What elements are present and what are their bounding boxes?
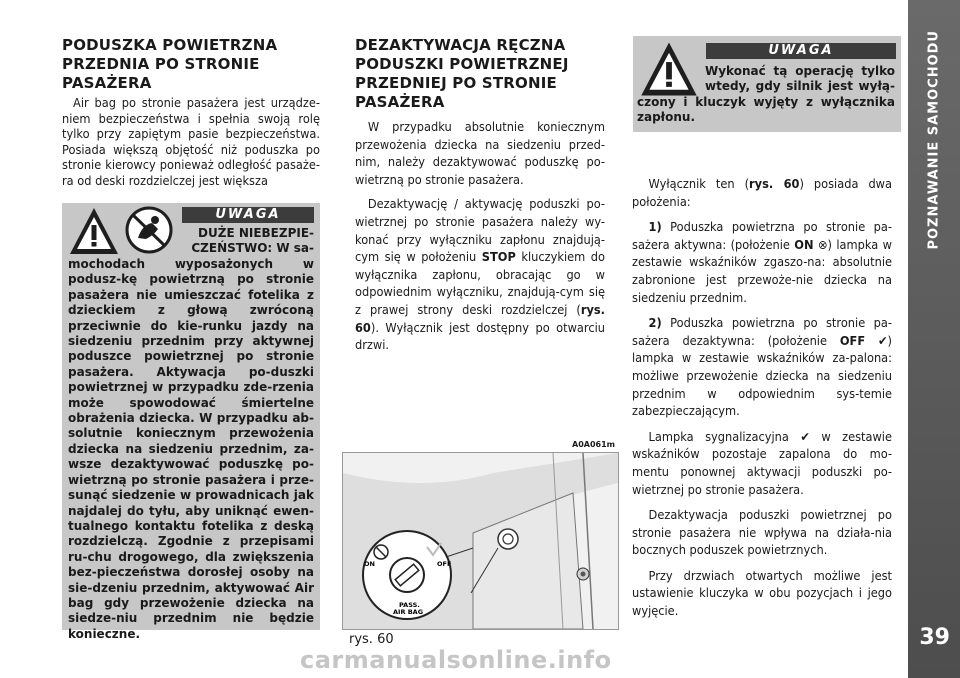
figure-label-off: OFF — [437, 560, 452, 568]
watermark: carmanualsonline.info — [300, 646, 612, 674]
paragraph-position-on: 1) Poduszka powietrzna po stronie pa-sażera aktywna: (położenie ON ⊗) lampka w zestawie wskaźników zgaszo-na: absolutnie zabronione jest przewoże-nie dziecka na siedzeniu przednim. — [632, 219, 893, 305]
section-sidebar — [908, 0, 960, 678]
warning-triangle-icon — [67, 205, 121, 257]
warning-text: Wykonać tą operację tylko wtedy, gdy silnik jest wyłą-czony i kluczyk wyjęty z wyłącznika zapłonu. — [637, 64, 895, 125]
warning-box-child-seat — [62, 203, 320, 641]
paragraph-side-airbags: Dezaktywacja poduszki powietrznej po stronie pasażera nie wpływa na działa-nia bocznych poduszek powietrznych. — [632, 507, 893, 558]
heading-airbag-passenger: PODUSZKA POWIETRZNA PRZEDNIA PO STRONIE PASAŻERA — [62, 36, 278, 92]
page-number: 39 — [919, 625, 950, 650]
figure-caption: rys. 60 — [349, 632, 394, 647]
heading-deactivation: DEZAKTYWACJA RĘCZNA PODUSZKI POWIETRZNEJ PRZEDNIEJ PO STRONIE PASAŻERA — [355, 36, 569, 111]
column-3 — [632, 175, 892, 620]
warning-lead-text: DUŻE NIEBEZPIE-CZEŃSTWO: W sa- — [191, 226, 314, 256]
paragraph-airbag-intro: Air bag po stronie pasażera jest urządze-niem bezpieczeństwa i spełnia swoją rolę tylko przy zapiętym pasie bezpieczeństwa. Posiada większą objętość niż poduszka po stronie kierowcy ponieważ odległość pasaże-ra od deski rozdzielczej jest większa — [62, 95, 321, 188]
warning-body-text: mochodach wyposażonych w podusz-kę powietrzną po stronie pasażera nie umieszczać fotelika z dzieckiem z głową zwróconą przeciwnie do kie-runku jazdy na siedzeniu przednim przy aktywnej poduszce powietrznej po stronie pasażera. Aktywacja po-duszki powietrznej w przypadku zde-rzenia może spowodować śmiertelne obrażenia dziecka. W przypadku ab-solutnie koniecznym przewożenia dziecka na siedzeniu przednim, za-wsze dezaktywować poduszkę po-wietrzną po stronie pasażera i prze-sunąć siedzenie w prowadnicach jak najdalej do tyłu, aby uniknąć ewen-tualnego kontaktu fotelika z deską rozdzielczą. Zgodnie z przepisami ru-chu drogowego, dla zwiększenia bez-pieczeństwa dorosłej osoby na sie-dzeniu przednim, aktywować Air bag gdy przewożenie dziecka na siedze-niu przednim nie będzie konieczne. — [68, 257, 314, 641]
warning-label: UWAGA — [182, 207, 314, 223]
dashboard-switch-illustration — [343, 453, 618, 629]
section-title: POZNAWANIE SAMOCHODU — [926, 30, 942, 250]
no-child-seat-airbag-icon — [124, 205, 174, 255]
figure-code: A0A061m — [572, 440, 615, 449]
airbag-on-icon: ⊗ — [817, 236, 828, 252]
warning-box-ignition — [633, 36, 901, 132]
warning-label: UWAGA — [706, 43, 896, 59]
figure-label-pass: PASS. — [399, 601, 420, 609]
paragraph-deactivation-2: Dezaktywację / aktywację poduszki po-wietrznej po stronie pasażera należy wy-konać przy wyłączniku zapłonu znajdują-cym się w położeniu STOP kluczykiem do wyłącznika zapłonu, obracając go w odpowiednim wyłączniku, znajdują-cym się z prawej strony deski rozdzielczej (rys. 60). Wyłącznik jest dostępny po otwarciu drzwi. — [355, 196, 606, 353]
column-1 — [62, 36, 320, 189]
figure-label-airbag: AIR BAG — [393, 608, 424, 616]
paragraph-deactivation-1: W przypadku absolutnie koniecznym przewożenia dziecka na siedzeniu przed-nim, należy dezaktywować poduszkę po-wietrzną po stronie pasażera. — [355, 119, 606, 187]
paragraph-key-removal: Przy drzwiach otwartych możliwe jest ustawienie kluczyka w obu pozycjach i jego wyjęcie. — [632, 567, 893, 619]
paragraph-position-off: 2) Poduszka powietrzna po stronie pa-sażera dezaktywna: (położenie OFF ✔) lampka w zestawie wskaźników za-palona: możliwe przewożenie dziecka na siedzeniu przednim w odpowiednim sys-temie zabezpieczającym. — [632, 315, 893, 419]
warning-text-block — [637, 64, 895, 126]
paragraph-switch-positions: Wyłącznik ten (rys. 60) posiada dwa położenia: — [632, 176, 893, 209]
figure-ignition-switch — [342, 452, 619, 630]
column-2 — [355, 36, 605, 354]
paragraph-warning-lamp: Lampka sygnalizacyjna ✔ w zestawie wskaźników pozostaje zapalona do mo-mentu ponownej aktywacji poduszki po-wietrznej po stronie pasażera. — [632, 428, 893, 497]
warning-lamp-icon: ✔ — [800, 428, 810, 444]
airbag-off-icon: ✔ — [877, 332, 888, 348]
figure-label-on: ON — [364, 560, 375, 568]
